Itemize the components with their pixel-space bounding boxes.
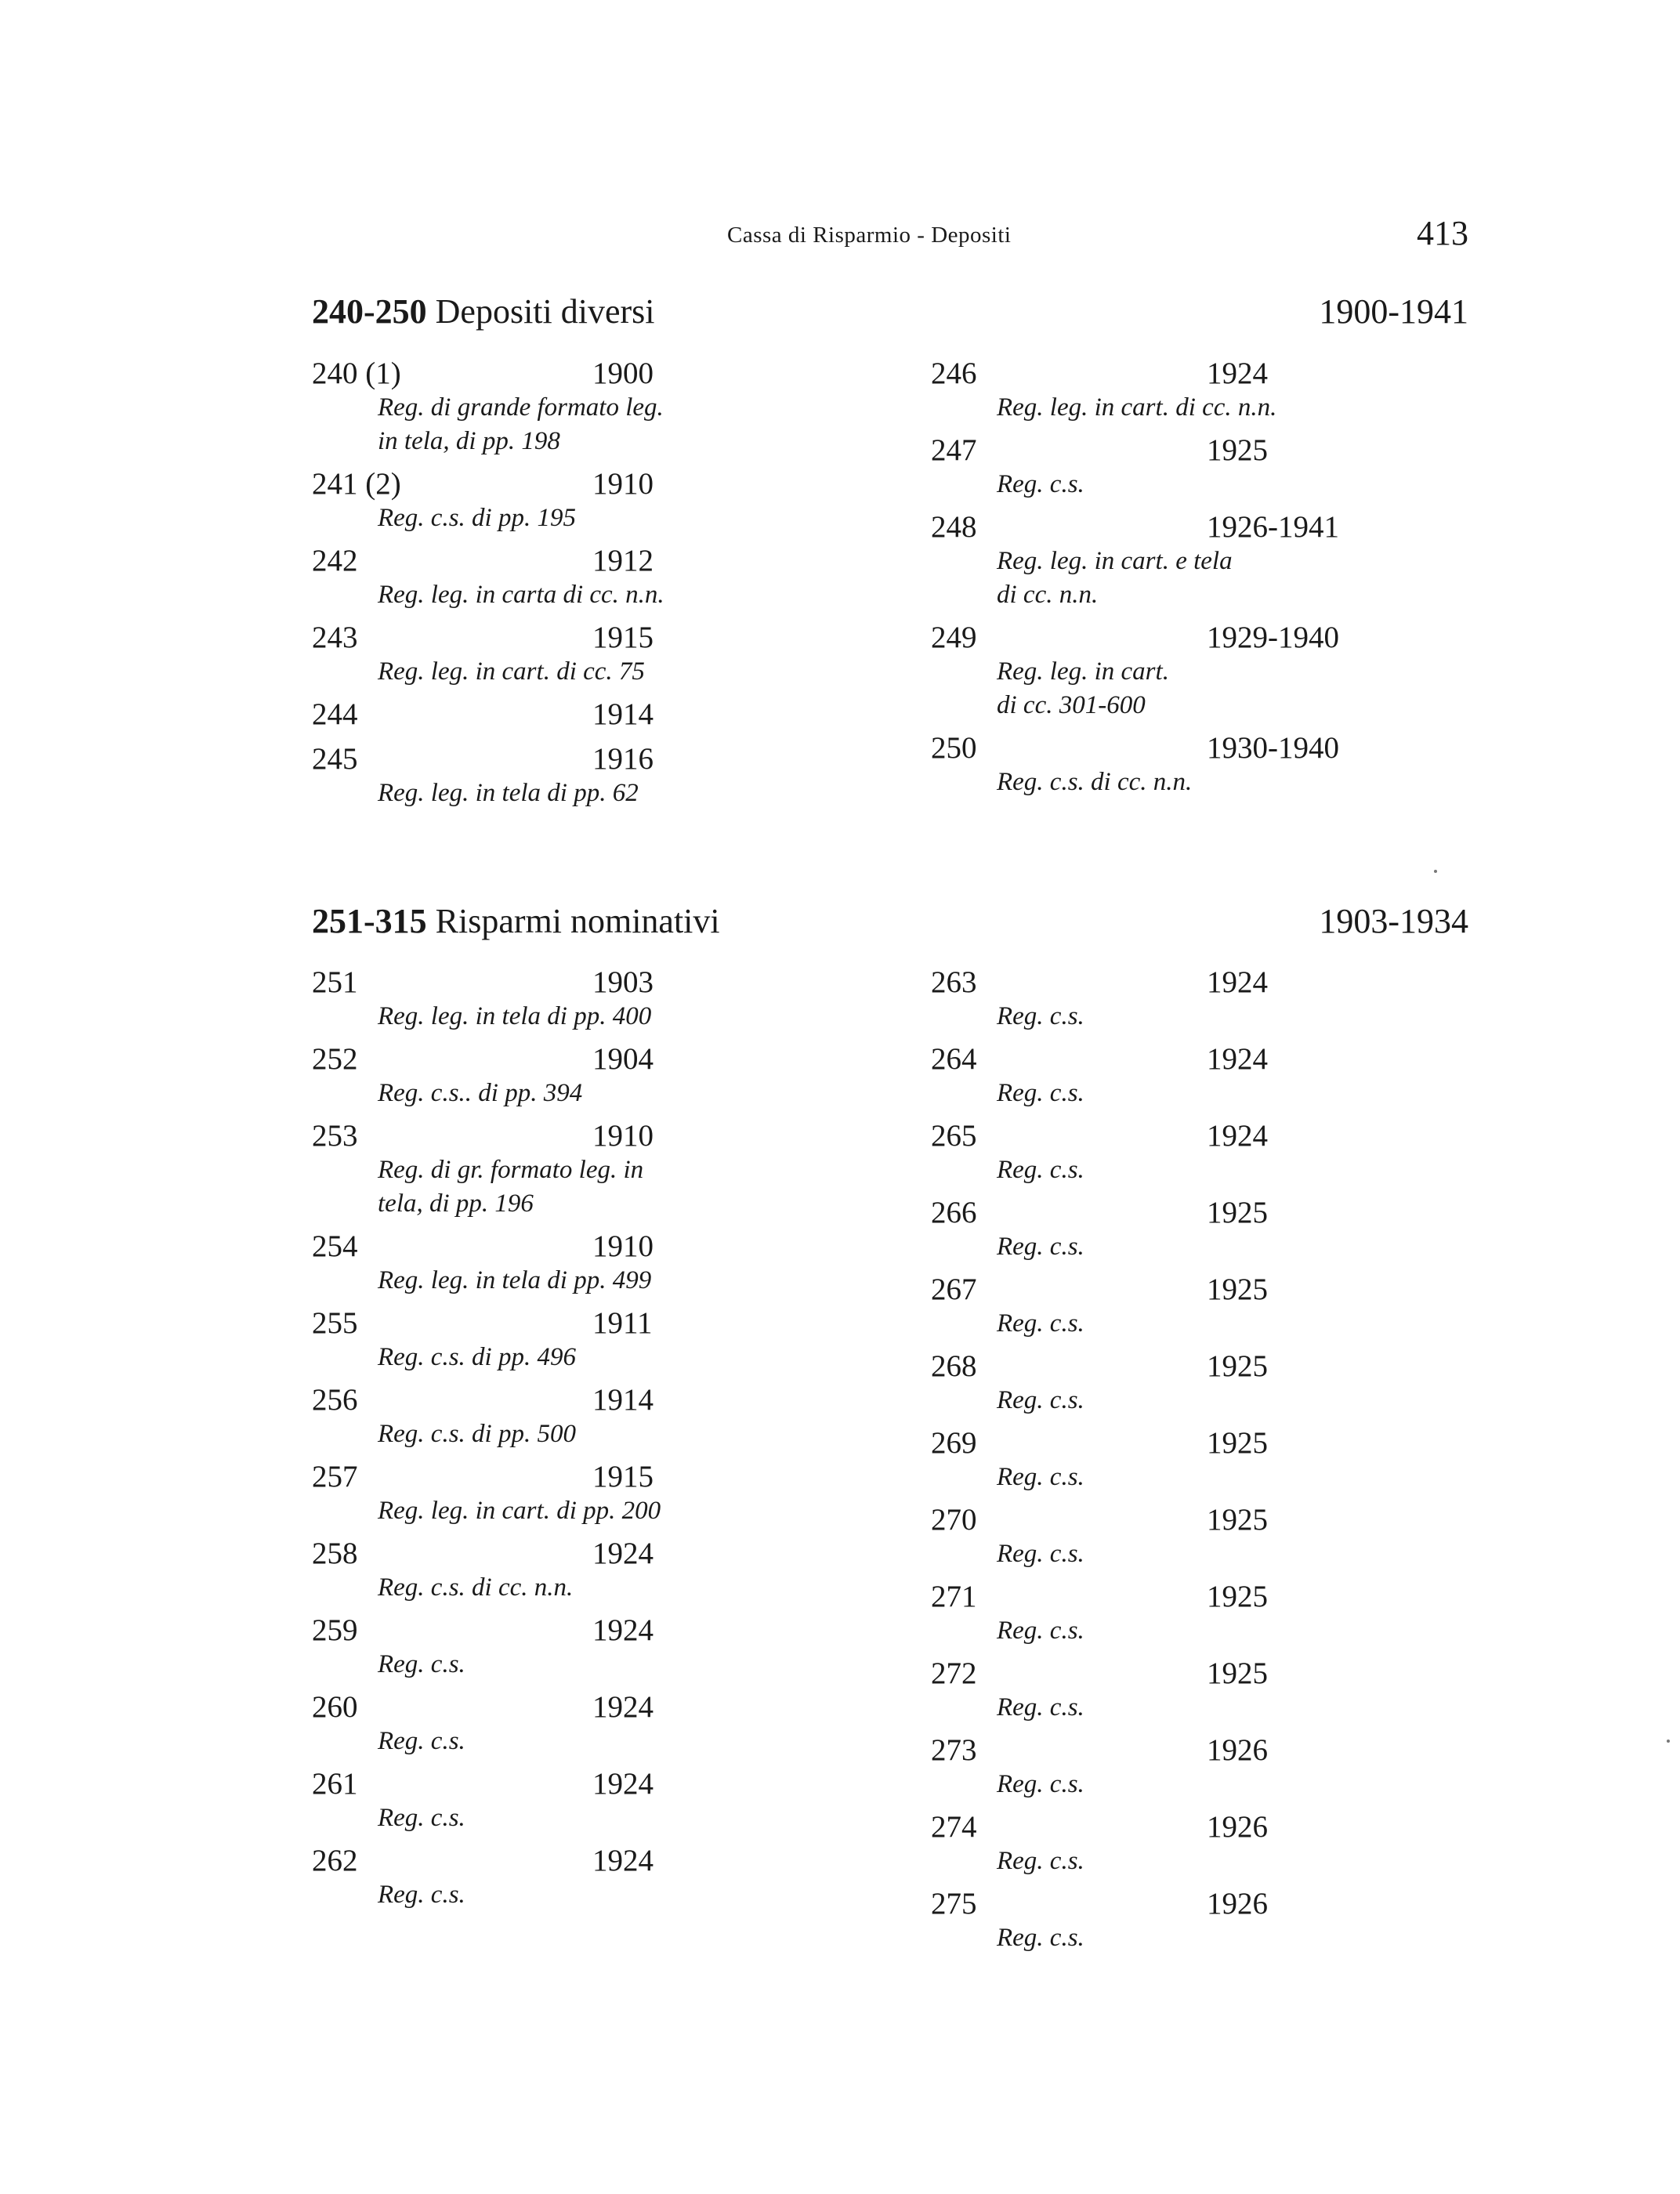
list-item <box>312 1537 751 1605</box>
entry-number: 262 <box>312 1844 358 1877</box>
entry-description: Reg. c.s.. di pp. 394 <box>378 1079 583 1107</box>
entry-year: 1926 <box>1207 1810 1268 1844</box>
entry-year: 1930-1940 <box>1207 731 1339 765</box>
entry-description: Reg. c.s. di pp. 500 <box>378 1420 576 1448</box>
list-item <box>931 731 1370 799</box>
entry-number: 249 <box>931 621 977 654</box>
entry-number: 257 <box>312 1460 358 1493</box>
entry-year: 1925 <box>1207 1349 1268 1383</box>
entry-year: 1926 <box>1207 1887 1268 1921</box>
entry-year: 1924 <box>592 1613 654 1647</box>
list-item <box>312 742 751 810</box>
entry-year: 1900 <box>592 357 654 390</box>
list-item <box>312 1690 751 1758</box>
list-item <box>312 1306 751 1374</box>
entry-description: Reg. c.s. di cc. n.n. <box>997 768 1193 796</box>
list-item <box>931 1503 1370 1571</box>
entry-number: 246 <box>931 357 977 390</box>
list-item <box>312 1383 751 1451</box>
entry-description: Reg. c.s. <box>997 1540 1084 1568</box>
list-item <box>931 433 1370 501</box>
entry-number: 251 <box>312 965 358 999</box>
list-item <box>312 467 751 535</box>
entry-year: 1904 <box>592 1042 654 1076</box>
list-item <box>931 1656 1370 1725</box>
entry-year: 1912 <box>592 544 654 577</box>
entry-description: Reg. leg. in cart. di cc. 75 <box>378 657 645 686</box>
entry-number: 259 <box>312 1613 358 1647</box>
entry-description: Reg. leg. in tela di pp. 400 <box>378 1002 652 1030</box>
entry-year: 1914 <box>592 1383 654 1417</box>
list-item <box>312 1229 751 1298</box>
list-item <box>931 621 1370 722</box>
entry-description: Reg. c.s. <box>997 1770 1084 1798</box>
entry-number: 244 <box>312 697 358 731</box>
list-item <box>931 1196 1370 1264</box>
entry-description: Reg. c.s. <box>997 1002 1084 1030</box>
entry-description: Reg. c.s. <box>997 1463 1084 1491</box>
list-item <box>312 1460 751 1528</box>
entry-year: 1924 <box>592 1844 654 1877</box>
list-item <box>312 357 751 458</box>
list-item <box>931 1887 1370 1955</box>
entry-number: 242 <box>312 544 358 577</box>
list-item <box>312 697 751 732</box>
list-item <box>931 1042 1370 1110</box>
entry-year: 1903 <box>592 965 654 999</box>
entry-number: 263 <box>931 965 977 999</box>
list-item <box>312 965 751 1034</box>
entry-number: 265 <box>931 1119 977 1153</box>
list-item <box>931 1273 1370 1341</box>
entry-description: Reg. c.s. di cc. n.n. <box>378 1573 574 1602</box>
entry-number: 273 <box>931 1733 977 1767</box>
entry-description: Reg. c.s. <box>997 1617 1084 1645</box>
entry-description: Reg. c.s. di pp. 496 <box>378 1343 576 1371</box>
entry-year: 1911 <box>592 1306 653 1340</box>
section-heading <box>312 291 1468 339</box>
entry-description: Reg. c.s. <box>378 1727 465 1755</box>
entry-description: Reg. c.s. <box>997 1386 1084 1414</box>
entry-number: 245 <box>312 742 358 776</box>
entry-year: 1924 <box>1207 357 1268 390</box>
list-item <box>931 1810 1370 1878</box>
entry-number: 252 <box>312 1042 358 1076</box>
running-head: Cassa di Risparmio - Depositi <box>727 223 1012 248</box>
entry-year: 1925 <box>1207 1426 1268 1460</box>
entry-year: 1924 <box>1207 1119 1268 1153</box>
entry-column <box>312 357 751 819</box>
entry-description: Reg. leg. in tela di pp. 499 <box>378 1266 652 1294</box>
entry-number: 258 <box>312 1537 358 1570</box>
entry-year: 1925 <box>1207 433 1268 467</box>
entry-year: 1924 <box>592 1690 654 1724</box>
page-number: 413 <box>1417 214 1468 252</box>
section-dates: 1903-1934 <box>1319 902 1468 940</box>
list-item <box>312 621 751 689</box>
entry-number: 241 (2) <box>312 467 401 501</box>
entry-description: Reg. c.s. <box>997 1156 1084 1184</box>
entry-description: Reg. c.s. <box>378 1650 465 1678</box>
entry-description: Reg. leg. in cart. di cc. 301-600 <box>997 657 1169 719</box>
entry-year: 1925 <box>1207 1656 1268 1690</box>
entry-number: 264 <box>931 1042 977 1076</box>
entry-year: 1910 <box>592 1229 654 1263</box>
entry-year: 1924 <box>592 1537 654 1570</box>
entry-number: 261 <box>312 1767 358 1801</box>
section-title: Depositi diversi <box>435 292 655 331</box>
entry-description: Reg. c.s. <box>997 1309 1084 1338</box>
entry-number: 268 <box>931 1349 977 1383</box>
list-item <box>931 1733 1370 1801</box>
list-item <box>931 510 1370 612</box>
entry-year: 1925 <box>1207 1503 1268 1537</box>
entry-description: Reg. di grande formato leg. in tela, di pp. 198 <box>378 393 664 455</box>
list-item <box>312 1042 751 1110</box>
entry-description: Reg. c.s. <box>997 1924 1084 1952</box>
list-item <box>931 1349 1370 1417</box>
entry-number: 269 <box>931 1426 977 1460</box>
entry-column <box>312 965 751 1921</box>
list-item <box>312 544 751 612</box>
list-item <box>312 1844 751 1912</box>
entry-year: 1924 <box>1207 965 1268 999</box>
entry-number: 266 <box>931 1196 977 1229</box>
entry-number: 270 <box>931 1503 977 1537</box>
entry-year: 1910 <box>592 1119 654 1153</box>
entry-number: 272 <box>931 1656 977 1690</box>
entry-year: 1916 <box>592 742 654 776</box>
entry-number: 254 <box>312 1229 358 1263</box>
entry-number: 274 <box>931 1810 977 1844</box>
entry-number: 253 <box>312 1119 358 1153</box>
entry-description: Reg. leg. in carta di cc. n.n. <box>378 581 664 609</box>
entry-number: 250 <box>931 731 977 765</box>
section-heading <box>312 901 1468 948</box>
entry-description: Reg. c.s. <box>997 470 1084 498</box>
entry-description: Reg. c.s. <box>997 1847 1084 1875</box>
list-item <box>931 1426 1370 1494</box>
entry-number: 255 <box>312 1306 358 1340</box>
entry-description: Reg. c.s. <box>378 1881 465 1909</box>
entry-number: 256 <box>312 1383 358 1417</box>
list-item <box>312 1767 751 1835</box>
entry-number: 248 <box>931 510 977 544</box>
entry-year: 1926-1941 <box>1207 510 1339 544</box>
list-item <box>931 965 1370 1034</box>
entry-description: Reg. c.s. <box>997 1079 1084 1107</box>
scan-speck <box>1434 870 1437 873</box>
entry-year: 1925 <box>1207 1580 1268 1613</box>
entry-year: 1915 <box>592 621 654 654</box>
entry-description: Reg. c.s. <box>997 1693 1084 1722</box>
entry-year: 1910 <box>592 467 654 501</box>
entry-description: Reg. di gr. formato leg. in tela, di pp. 196 <box>378 1156 644 1218</box>
entry-number: 260 <box>312 1690 358 1724</box>
entry-number: 247 <box>931 433 977 467</box>
entry-column <box>931 965 1370 1964</box>
section-range: 251-315 <box>312 902 427 940</box>
entry-number: 267 <box>931 1273 977 1306</box>
entry-number: 240 (1) <box>312 357 401 390</box>
entry-column <box>931 357 1370 808</box>
entry-year: 1915 <box>592 1460 654 1493</box>
section-range: 240-250 <box>312 292 427 331</box>
entry-number: 243 <box>312 621 358 654</box>
entry-description: Reg. leg. in cart. e tela di cc. n.n. <box>997 547 1233 609</box>
list-item <box>931 357 1370 425</box>
entry-description: Reg. c.s. di pp. 195 <box>378 504 576 532</box>
entry-year: 1926 <box>1207 1733 1268 1767</box>
entry-description: Reg. leg. in cart. di pp. 200 <box>378 1497 661 1525</box>
entry-year: 1929-1940 <box>1207 621 1339 654</box>
entry-description: Reg. c.s. <box>378 1804 465 1832</box>
scan-speck <box>1667 1740 1670 1743</box>
entry-year: 1925 <box>1207 1196 1268 1229</box>
list-item <box>931 1119 1370 1187</box>
section-title: Risparmi nominativi <box>435 902 720 940</box>
entry-number: 271 <box>931 1580 977 1613</box>
entry-year: 1924 <box>1207 1042 1268 1076</box>
section-dates: 1900-1941 <box>1319 292 1468 331</box>
entry-description: Reg. leg. in cart. di cc. n.n. <box>997 393 1277 422</box>
entry-number: 275 <box>931 1887 977 1921</box>
list-item <box>931 1580 1370 1648</box>
entry-year: 1914 <box>592 697 654 731</box>
entry-year: 1924 <box>592 1767 654 1801</box>
entry-description: Reg. c.s. <box>997 1233 1084 1261</box>
list-item <box>312 1613 751 1682</box>
list-item <box>312 1119 751 1221</box>
entry-year: 1925 <box>1207 1273 1268 1306</box>
entry-description: Reg. leg. in tela di pp. 62 <box>378 779 639 807</box>
